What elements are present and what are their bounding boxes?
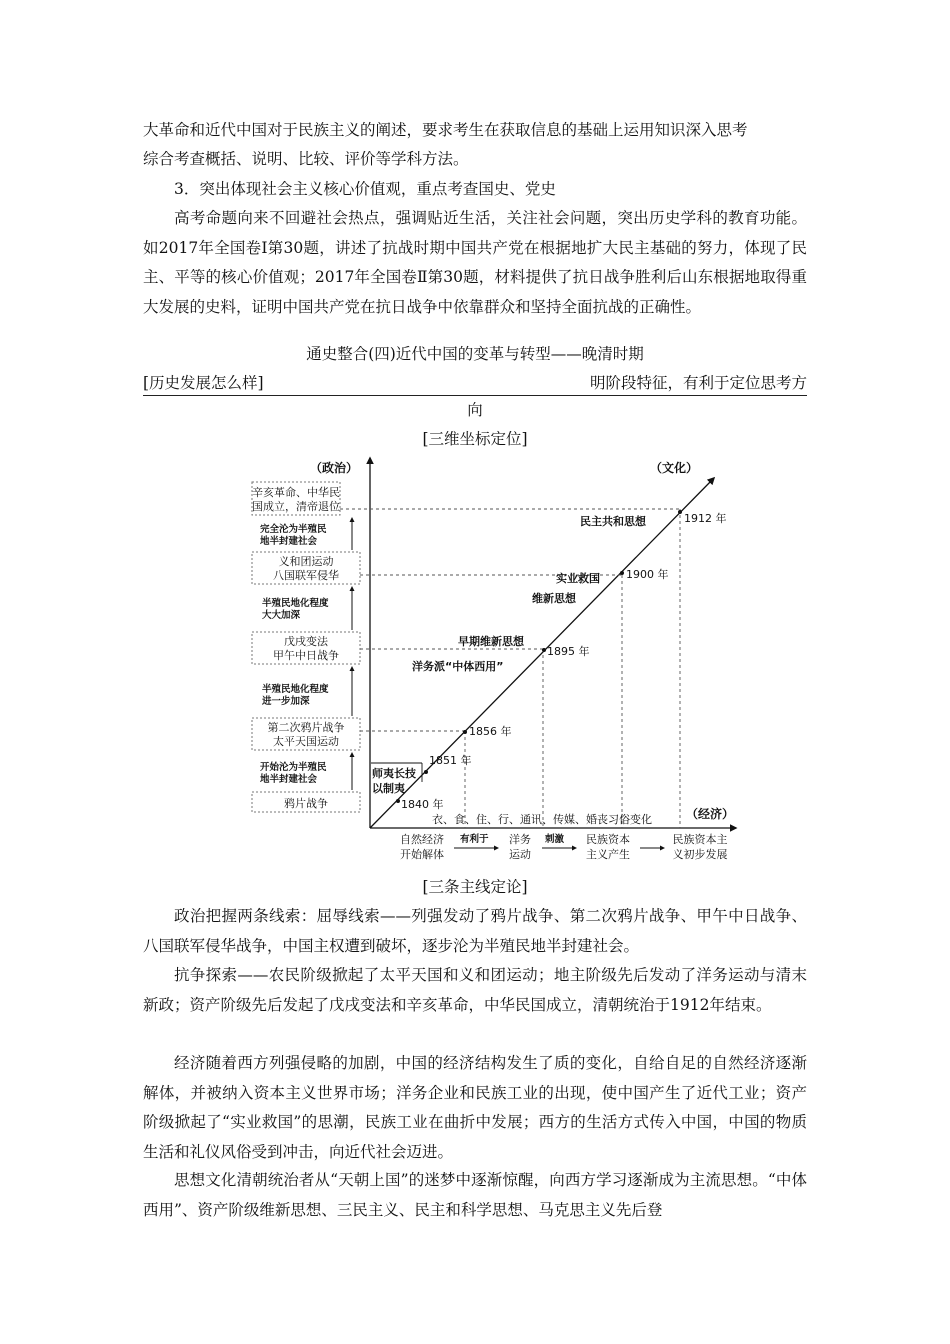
economy-3-line2: 主义产生 — [586, 848, 630, 861]
box-1856-line2: 太平天国运动 — [273, 735, 339, 748]
section-title: 通史整合(四)近代中国的变革与转型——晚清时期 — [306, 345, 644, 363]
year-1851: 1851 年 — [429, 754, 472, 767]
arrow-label-deepen-1: 半殖民地化程度 — [262, 598, 329, 609]
culture-industry: 实业救国 — [556, 572, 600, 585]
intro-line-2: 综合考查概括、说明、比较、评价等学科方法。 — [143, 150, 469, 168]
box-1911-line1: 辛亥革命、中华民 — [252, 486, 340, 499]
box-1900-line1: 义和团运动 — [278, 555, 334, 568]
three-axis-diagram — [240, 452, 740, 874]
year-1900: 1900 年 — [626, 568, 669, 581]
subtitle-mainlines: [三条主线定论] — [422, 878, 528, 896]
arrow-label-complete-2: 地半封建社会 — [260, 536, 318, 547]
culture-learn-west-1: 师夷长技 — [372, 767, 416, 780]
body-paragraph-3: 经济随着西方列强侵略的加剧，中国的经济结构发生了质的变化，自给自足的自然经济逐渐解体，并被纳入资本主义世界市场；洋务企业和民族工业的出现，使中国产生了近代工业；资产阶级掀起了“实业救国”的思潮，民族工业在曲折中发展；西方的生活方式传入中国，中国的物质生活和礼仪风俗受到冲击，向近代社会迈进。 — [143, 1054, 807, 1161]
culture-learn-west-2: 以制夷 — [372, 782, 405, 795]
economy-arrow-label-1: 有利于 — [460, 834, 489, 845]
year-1895: 1895 年 — [547, 645, 590, 658]
year-1912: 1912 年 — [684, 512, 727, 525]
header-wrap: 向 — [467, 401, 483, 419]
economy-1-line1: 自然经济 — [400, 833, 444, 846]
politics-box-1895 — [252, 632, 360, 664]
politics-box-1911 — [252, 482, 340, 515]
intro-item-3: 3．突出体现社会主义核心价值观，重点考查国史、党史 — [174, 180, 556, 198]
economy-arrow-label-2: 刺激 — [545, 834, 565, 845]
subtitle-coordinates: [三维坐标定位] — [422, 430, 528, 448]
politics-box-1840 — [252, 792, 360, 812]
box-1895-line1: 戊戌变法 — [284, 635, 328, 648]
body-paragraph-1: 政治把握两条线索：屈辱线索——列强发动了鸦片战争、第二次鸦片战争、甲午中日战争、八国联军侵华战争，中国主权遭到破坏，逐步沦为半殖民地半封建社会。 — [143, 907, 807, 955]
box-1911-line2: 国成立，清帝退位 — [252, 500, 340, 513]
header-left: [历史发展怎么样] — [143, 374, 264, 392]
year-1840: 1840 年 — [401, 798, 444, 811]
box-1840-line1: 鸦片战争 — [284, 797, 328, 810]
culture-early-reform: 早期维新思想 — [458, 635, 524, 648]
intro-paragraph: 高考命题向来不回避社会热点，强调贴近生活，关注社会问题，突出历史学科的教育功能。如2017年全国卷Ⅰ第30题，讲述了抗战时期中国共产党在根据地扩大民主基础的努力，体现了民主、平等的核心价值观；2017年全国卷Ⅱ第30题，材料提供了抗日战争胜利后山东根据地取得重大发展的史料，证明中国共产党在抗日战争中依靠群众和坚持全面抗战的正确性。 — [143, 209, 807, 316]
economy-4-line2: 义初步发展 — [672, 848, 728, 861]
culture-westernization: 洋务派“中体西用” — [412, 660, 504, 673]
arrow-label-begin-1: 开始沦为半殖民 — [260, 762, 327, 773]
arrow-label-further-2: 进一步加深 — [262, 696, 310, 707]
body-paragraph-4: 思想文化清朝统治者从“天朝上国”的迷梦中逐渐惊醒，向西方学习逐渐成为主流思想。“中体西用”、资产阶级维新思想、三民主义、民主和科学思想、马克思主义先后登 — [143, 1171, 807, 1219]
box-1856-line1: 第二次鸦片战争 — [267, 721, 345, 734]
politics-axis-label: （政治） — [310, 461, 359, 475]
culture-reform: 维新思想 — [532, 592, 576, 605]
economy-1-line2: 开始解体 — [400, 848, 444, 861]
section-header-row — [143, 372, 807, 396]
header-right: 明阶段特征，有利于定位思考方 — [589, 374, 807, 392]
body-paragraph-2: 抗争探索——农民阶级掀起了太平天国和义和团运动；地主阶级先后发动了洋务运动与清末新政；资产阶级先后发起了戊戌变法和辛亥革命，中华民国成立，清朝统治于1912年结束。 — [143, 966, 807, 1014]
economy-3-line1: 民族资本 — [586, 833, 630, 846]
economy-2-line1: 洋务 — [509, 833, 531, 846]
box-1895-line2: 甲午中日战争 — [273, 649, 339, 662]
intro-line-1: 大革命和近代中国对于民族主义的阐述，要求考生在获取信息的基础上运用知识深入思考 — [143, 121, 748, 139]
culture-republic: 民主共和思想 — [580, 515, 646, 528]
dashed-guides — [340, 509, 680, 828]
economy-axis-label: （经济） — [686, 807, 735, 821]
culture-axis-label: （文化） — [650, 461, 699, 475]
arrow-label-complete-1: 完全沦为半殖民 — [260, 524, 327, 535]
year-1856: 1856 年 — [469, 725, 512, 738]
arrow-label-further-1: 半殖民地化程度 — [262, 684, 329, 695]
society-changes: 衣、食、住、行、通讯、传媒、婚丧习俗变化 — [432, 813, 652, 826]
economy-2-line2: 运动 — [509, 848, 531, 861]
politics-box-1856 — [252, 718, 360, 750]
arrow-label-begin-2: 地半封建社会 — [260, 774, 318, 785]
economy-4-line1: 民族资本主 — [672, 833, 728, 846]
arrow-label-deepen-2: 大大加深 — [262, 610, 301, 621]
politics-box-1900 — [252, 552, 360, 584]
box-1900-line2: 八国联军侵华 — [273, 569, 339, 582]
